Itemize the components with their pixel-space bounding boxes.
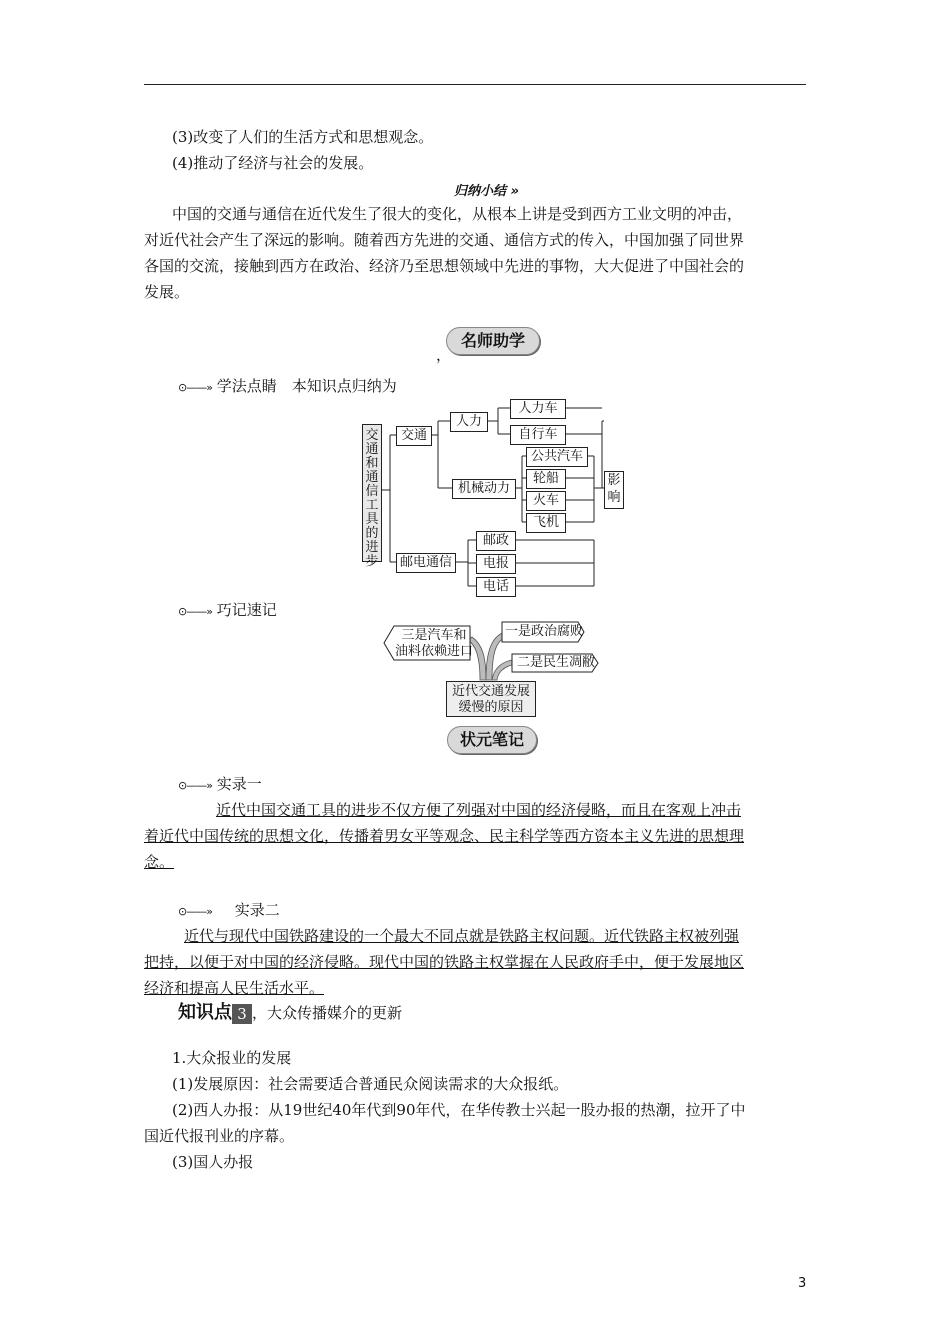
memory-center-node: [446, 681, 536, 717]
page-number: 3: [798, 1276, 807, 1291]
record2-line: 近代与现代中国铁路建设的一个最大不同点就是铁路主权问题。近代铁路主权被列强: [184, 927, 740, 945]
item-4: (4)推动了经济与社会的发展。: [172, 154, 374, 172]
record2-line: 把持，以便于对中国的经济侵略。现代中国的铁路主权掌握在人民政府手中，便于发展地区: [144, 953, 745, 971]
kp-word: 知识点: [178, 1002, 232, 1023]
summary-tag: [454, 180, 519, 199]
memory-heading: [178, 599, 277, 623]
record2-line: 经济和提高人民生活水平。: [144, 979, 325, 997]
body-line: 国近代报刊业的序幕。: [144, 1127, 295, 1145]
arrow-marker-icon: ⊙——»: [178, 905, 212, 918]
item-3: (3)改变了人们的生活方式和思想观念。: [172, 128, 434, 146]
method-label: 学法点睛 本知识点归纳为: [216, 377, 397, 395]
banner-teacher: 名师助学: [446, 327, 540, 355]
summary-tag-label: 归纳小结: [454, 184, 507, 199]
memory-left-line: 油料依赖进口: [394, 644, 473, 659]
kp-number-badge: 3: [232, 1004, 252, 1024]
header-rule: [144, 84, 806, 85]
memory-right-node-2: 二是民生凋敝: [516, 655, 595, 670]
diagram-root: 交通和通信工具的进步: [362, 424, 382, 562]
record2-label: 实录二: [234, 901, 280, 919]
memory-right-node-1: 一是政治腐败: [504, 624, 583, 639]
diagram-mech-item: 公共汽车: [526, 447, 588, 467]
knowledge-point-heading: [178, 998, 402, 1024]
diagram-human-item: 人力车: [510, 399, 566, 419]
body-line: 1.大众报业的发展: [172, 1049, 292, 1067]
arrow-marker-icon: ⊙——»: [178, 779, 212, 792]
record2-heading: [178, 899, 280, 923]
arrow-marker-icon: ⊙——»: [178, 381, 212, 394]
banner-notes: 状元笔记: [447, 726, 537, 754]
memory-center-line: 近代交通发展: [451, 684, 530, 699]
diagram-post: 邮电通信: [396, 553, 456, 573]
record1-label: 实录一: [216, 775, 262, 793]
summary-line: 发展。: [144, 283, 190, 301]
body-line: (1)发展原因：社会需要适合普通民众阅读需求的大众报纸。: [172, 1075, 569, 1093]
memory-left-node: [394, 628, 474, 660]
summary-line: 各国的交流，接触到西方在政治、经济乃至思想领域中先进的事物，大大促进了中国社会的: [144, 257, 745, 275]
diagram-mech-item: 轮船: [526, 469, 566, 489]
body-line: (3)国人办报: [172, 1153, 254, 1171]
arrow-marker-icon: ⊙——»: [178, 605, 212, 618]
body-line: (2)西人办报：从19世纪40年代到90年代，在华传教士兴起一股办报的热潮，拉开了中: [172, 1101, 746, 1119]
diagram-post-item: 电报: [476, 554, 516, 574]
diagram-transport: 交通: [396, 426, 432, 446]
kp-title: ，大众传播媒介的更新: [252, 1004, 403, 1022]
diagram-mech: 机械动力: [452, 479, 516, 499]
diagram-post-item: 电话: [476, 577, 516, 597]
diagram-post-item: 邮政: [476, 531, 516, 551]
record1-line: 着近代中国传统的思想文化，传播着男女平等观念、民主科学等西方资本主义先进的思想理: [144, 827, 745, 845]
record1-line: 念。: [144, 853, 175, 871]
diagram-mech-item: 飞机: [526, 513, 566, 533]
memory-label: 巧记速记: [216, 601, 277, 619]
stray-comma: ，: [436, 346, 452, 364]
diagram-influence: 影响: [604, 471, 624, 509]
memory-left-line: 三是汽车和: [401, 628, 467, 643]
diagram-mech-item: 火车: [526, 491, 566, 511]
double-chevron-icon: »: [506, 184, 519, 199]
record1-line: 近代中国交通工具的进步不仅方便了列强对中国的经济侵略，而且在客观上冲击: [216, 801, 742, 819]
diagram-human: 人力: [450, 412, 488, 432]
memory-center-line: 缓慢的原因: [458, 700, 524, 715]
summary-line: 中国的交通与通信在近代发生了很大的变化，从根本上讲是受到西方工业文明的冲击，: [172, 205, 743, 223]
record1-heading: [178, 773, 262, 797]
diagram-human-item: 自行车: [510, 425, 566, 445]
summary-line: 对近代社会产生了深远的影响。随着西方先进的交通、通信方式的传入，中国加强了同世界: [144, 231, 745, 249]
